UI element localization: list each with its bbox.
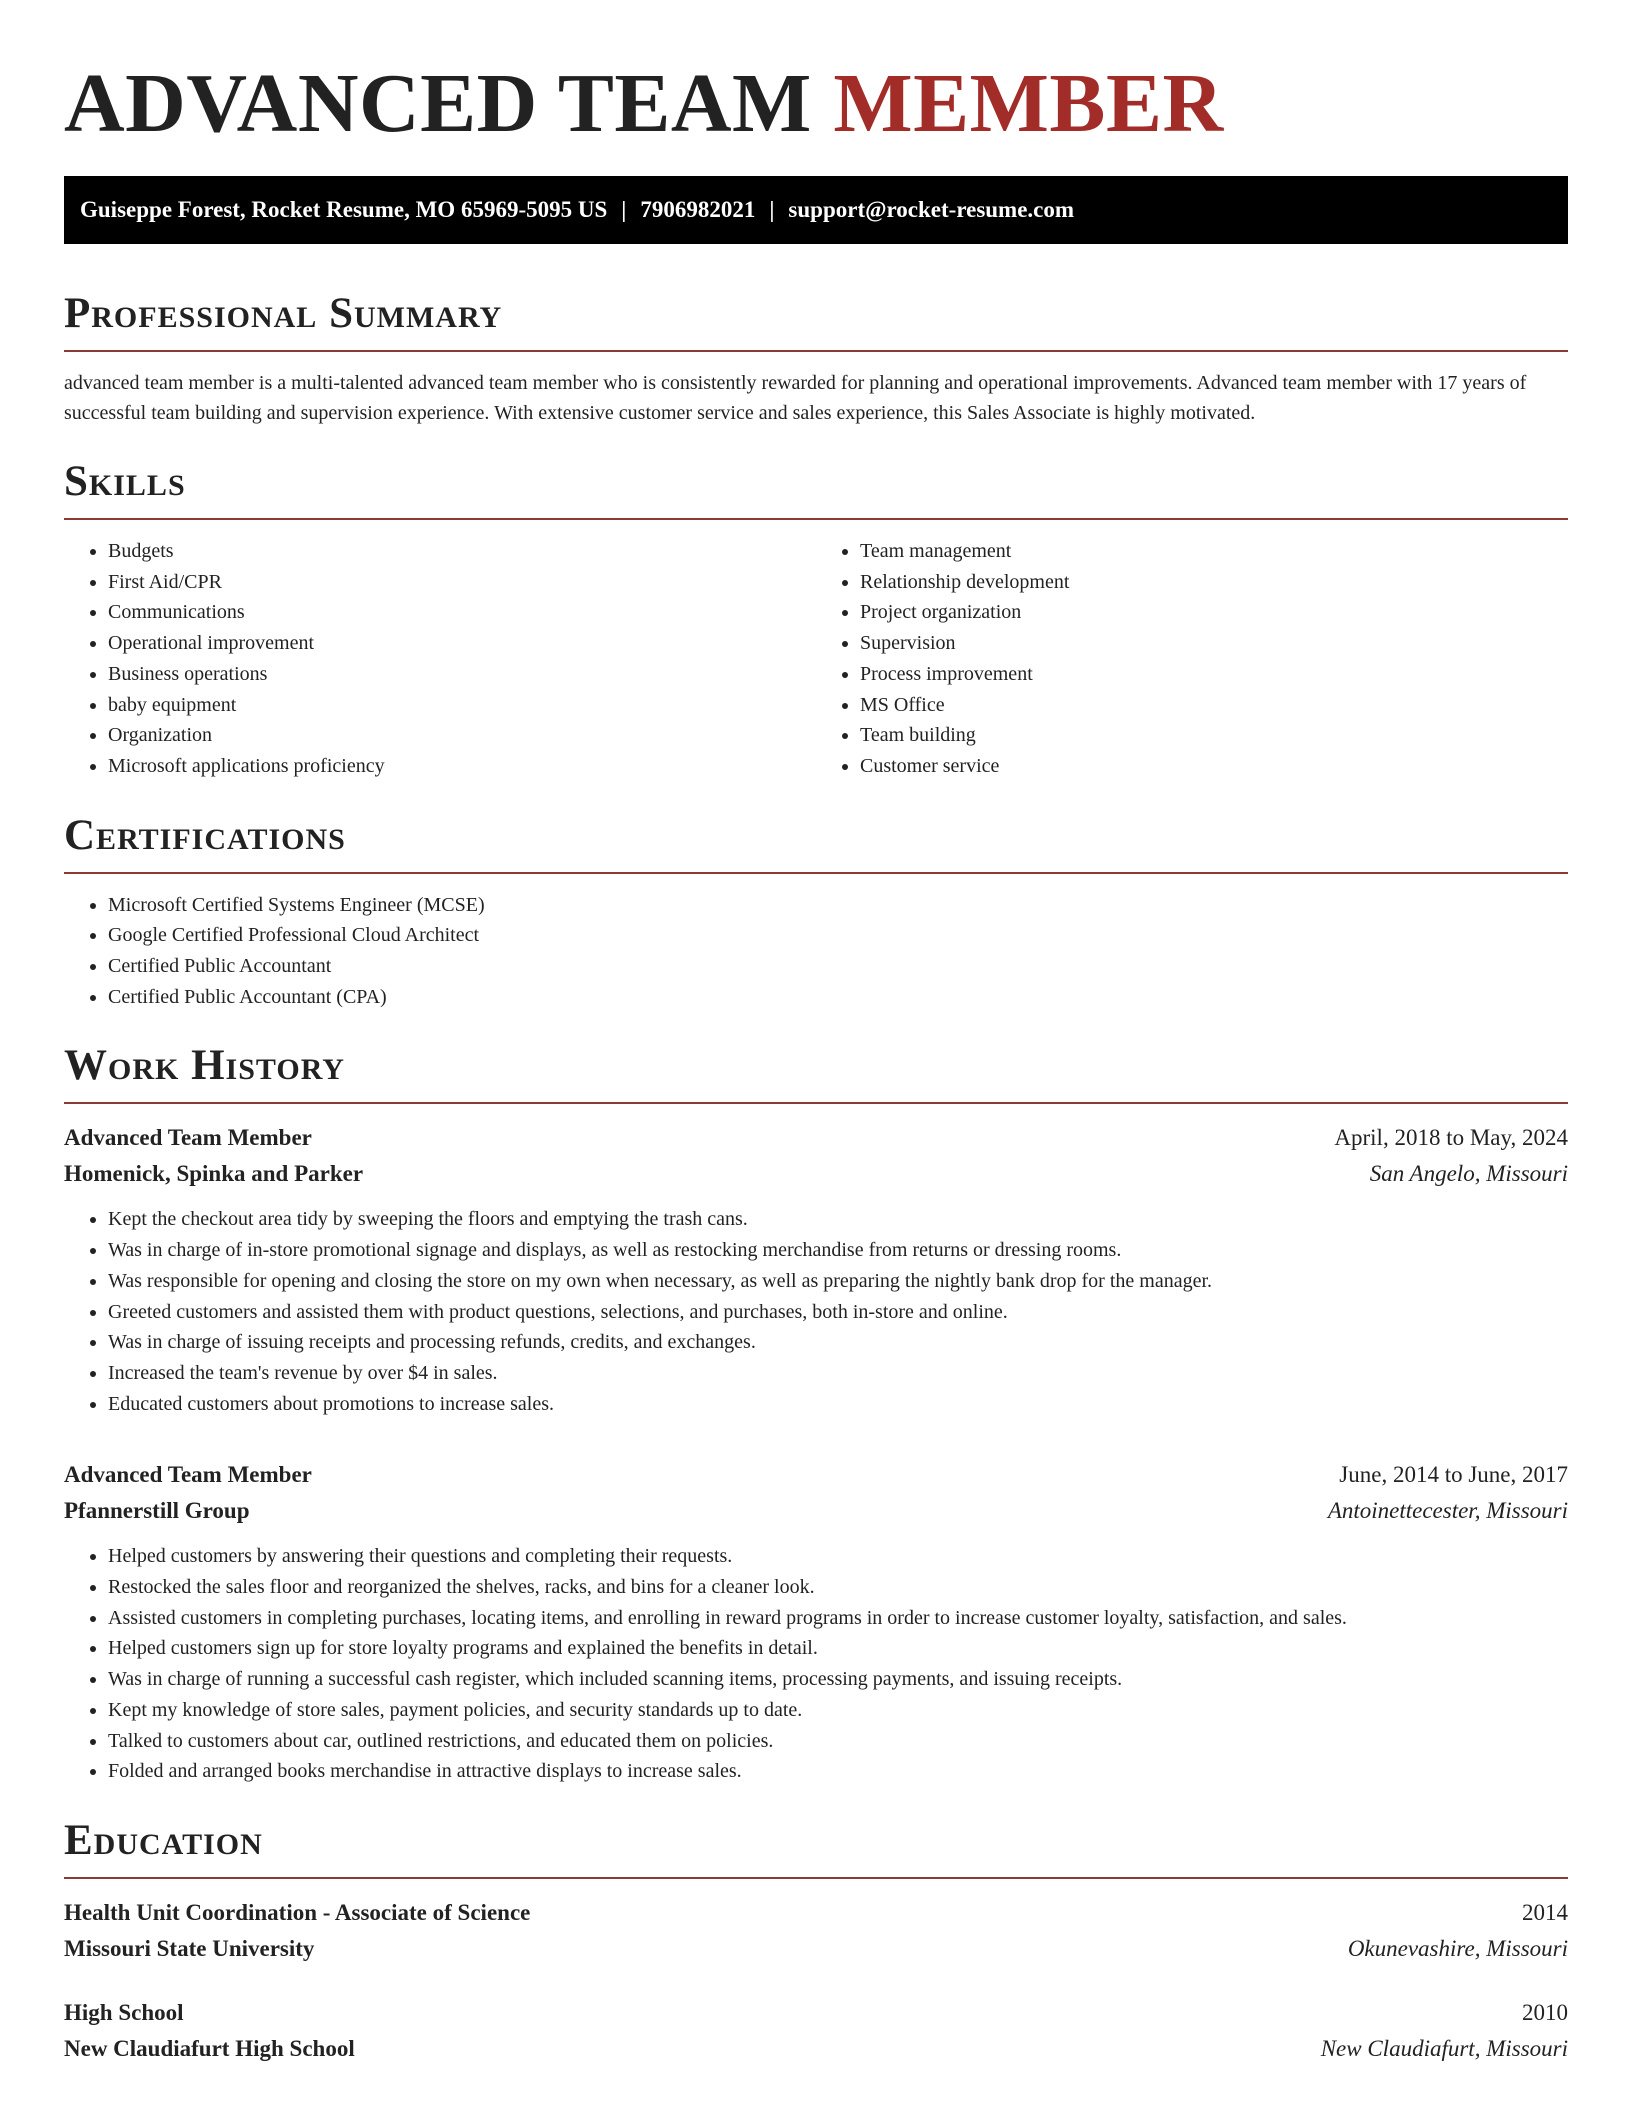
- skill-item: • Team management: [860, 536, 1568, 567]
- education-year: 2014: [1522, 1899, 1568, 1925]
- skill-item: • First Aid/CPR: [108, 567, 816, 598]
- contact-email[interactable]: support@rocket-resume.com: [788, 197, 1075, 222]
- section-divider: [64, 872, 1568, 874]
- education-location: Okunevashire, Missouri: [1347, 1935, 1568, 1961]
- certification-item: • Certified Public Accountant: [108, 951, 1568, 982]
- job-duty: • Was responsible for opening and closing the store on my own when necessary, as well as preparing the nightly bank drop for the manager.: [108, 1266, 1568, 1297]
- contact-phone: 7906982021: [640, 197, 756, 222]
- summary-text: advanced team member is a multi-talented advanced team member who is consistently rewarded for planning and operational improvements. Advanced team member with 17 years of successful team building and supervision experience. With extensive customer service and sales experience, this Sales Associate is highly motivated.: [64, 372, 1527, 424]
- job-company: Pfannerstill Group: [64, 1498, 250, 1524]
- certifications-list: [64, 890, 1568, 1013]
- job-duty: • Greeted customers and assisted them with product questions, selections, and purchases, both in-store and online.: [108, 1297, 1568, 1328]
- education-entry: [64, 1995, 1568, 2067]
- contact-address: Guiseppe Forest, Rocket Resume, MO 65969-5095 US: [80, 197, 608, 222]
- job-title-row: [64, 1120, 1568, 1156]
- job-duty: • Kept the checkout area tidy by sweeping the floors and emptying the trash cans.: [108, 1204, 1568, 1235]
- job-company-row: [64, 1493, 1568, 1529]
- name-main: ADVANCED TEAM: [64, 57, 812, 150]
- section-divider: [64, 1102, 1568, 1104]
- job-location: Antoinettecester, Missouri: [1327, 1498, 1568, 1524]
- job-duty: • Helped customers by answering their questions and completing their requests.: [108, 1541, 1568, 1572]
- skill-item: • Process improvement: [860, 659, 1568, 690]
- resume-page: [64, 56, 1568, 2067]
- contact-separator: |: [621, 197, 627, 222]
- job-duty: • Was in charge of issuing receipts and processing refunds, credits, and exchanges.: [108, 1327, 1568, 1358]
- section-divider: [64, 518, 1568, 520]
- skill-item: • Organization: [108, 720, 816, 751]
- education-degree: Health Unit Coordination - Associate of Science: [64, 1899, 531, 1925]
- skill-item: • Operational improvement: [108, 628, 816, 659]
- certification-item: • Certified Public Accountant (CPA): [108, 982, 1568, 1013]
- education-degree-row: [64, 1995, 1568, 2031]
- job-company-row: [64, 1156, 1568, 1192]
- job-duty: • Educated customers about promotions to increase sales.: [108, 1389, 1568, 1420]
- education-school-row: [64, 1931, 1568, 1967]
- job-duty: • Was in charge of in-store promotional signage and displays, as well as restocking merchandise from returns or dressing rooms.: [108, 1235, 1568, 1266]
- skills-heading: Skills: [64, 458, 186, 505]
- skill-item: • Supervision: [860, 628, 1568, 659]
- skill-item: • MS Office: [860, 690, 1568, 721]
- job-duty: • Increased the team's revenue by over $4 in sales.: [108, 1358, 1568, 1389]
- job-company: Homenick, Spinka and Parker: [64, 1161, 364, 1187]
- job-duty: • Kept my knowledge of store sales, payment policies, and security standards up to date.: [108, 1695, 1568, 1726]
- resume-name: [64, 56, 1568, 152]
- job-duty: • Restocked the sales floor and reorganized the shelves, racks, and bins for a cleaner look.: [108, 1572, 1568, 1603]
- skill-item: • Customer service: [860, 751, 1568, 782]
- contact-bar: [64, 176, 1568, 244]
- certifications-heading: Certifications: [64, 811, 346, 859]
- name-accent: MEMBER: [833, 57, 1224, 150]
- education-degree: High School: [64, 1999, 184, 2025]
- job-dates: April, 2018 to May, 2024: [1334, 1125, 1568, 1151]
- education-heading: Education: [64, 1816, 263, 1864]
- job-title-row: [64, 1457, 1568, 1493]
- job-duty: • Talked to customers about car, outlined restrictions, and educated them on policies.: [108, 1726, 1568, 1757]
- job-title: Advanced Team Member: [64, 1462, 312, 1488]
- skills-grid: [64, 536, 1568, 782]
- skill-item: • baby equipment: [108, 690, 816, 721]
- education-school: Missouri State University: [64, 1935, 315, 1961]
- job-duty: • Helped customers sign up for store loyalty programs and explained the benefits in detail.: [108, 1633, 1568, 1664]
- job-duty: • Folded and arranged books merchandise in attractive displays to increase sales.: [108, 1756, 1568, 1787]
- education-location: New Claudiafurt, Missouri: [1320, 2035, 1568, 2061]
- section-divider: [64, 1877, 1568, 1879]
- education-school: New Claudiafurt High School: [64, 2035, 355, 2061]
- education-year: 2010: [1522, 1999, 1568, 2025]
- job-entry: [64, 1120, 1568, 1419]
- summary-heading: Professional Summary: [64, 290, 503, 337]
- work-history-heading: Work History: [64, 1042, 345, 1090]
- skill-item: • Team building: [860, 720, 1568, 751]
- job-duties-list: [64, 1541, 1568, 1787]
- skill-item: • Budgets: [108, 536, 816, 567]
- contact-separator: |: [769, 197, 775, 222]
- certification-item: • Microsoft Certified Systems Engineer (MCSE): [108, 890, 1568, 921]
- education-school-row: [64, 2031, 1568, 2067]
- skill-item: • Project organization: [860, 597, 1568, 628]
- education-entry: [64, 1895, 1568, 1967]
- section-divider: [64, 350, 1568, 352]
- job-duty: • Assisted customers in completing purchases, locating items, and enrolling in reward programs in order to increase customer loyalty, satisfaction, and sales.: [108, 1603, 1568, 1634]
- skill-item: • Relationship development: [860, 567, 1568, 598]
- skill-item: • Communications: [108, 597, 816, 628]
- job-dates: June, 2014 to June, 2017: [1339, 1462, 1568, 1488]
- education-degree-row: [64, 1895, 1568, 1931]
- skills-list-right: [816, 536, 1568, 782]
- skill-item: • Microsoft applications proficiency: [108, 751, 816, 782]
- skills-list-left: [64, 536, 816, 782]
- job-entry: [64, 1457, 1568, 1787]
- skill-item: • Business operations: [108, 659, 816, 690]
- certification-item: • Google Certified Professional Cloud Architect: [108, 920, 1568, 951]
- job-location: San Angelo, Missouri: [1369, 1161, 1568, 1187]
- job-duties-list: [64, 1204, 1568, 1419]
- job-title: Advanced Team Member: [64, 1125, 312, 1151]
- job-duty: • Was in charge of running a successful cash register, which included scanning items, processing payments, and issuing receipts.: [108, 1664, 1568, 1695]
